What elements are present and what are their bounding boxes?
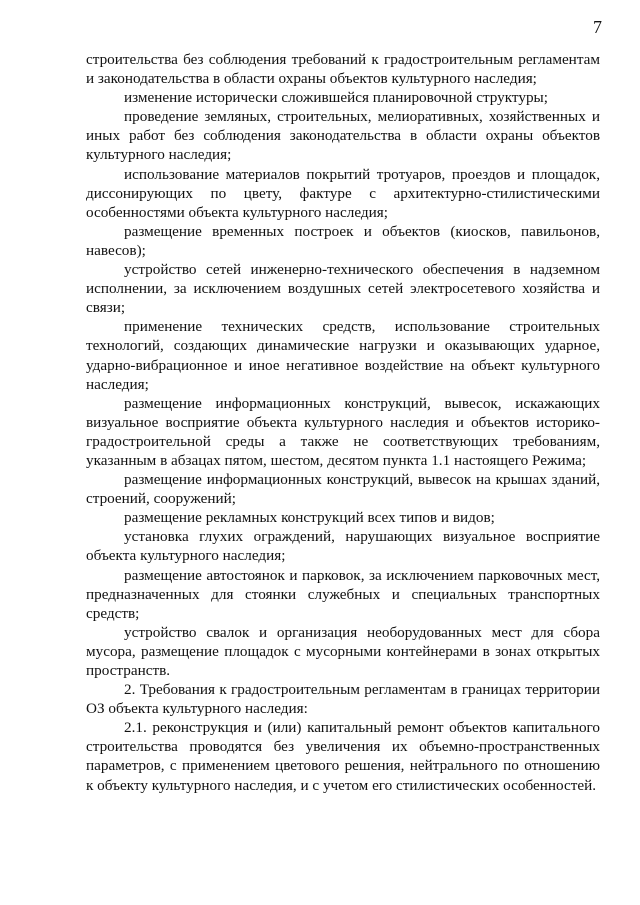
paragraph-earthworks: проведение земляных, строительных, мелиоративных, хозяйственных и иных работ без соблюдения законодательства в области охраны объектов культурного наследия; <box>86 108 600 164</box>
document-body <box>86 50 600 795</box>
paragraph-section-2-heading: 2. Требования к градостроительным регламентам в границах территории ОЗ объекта культурного наследия: <box>86 681 600 718</box>
paragraph-planning-structure: изменение исторически сложившейся планировочной структуры; <box>124 89 548 107</box>
paragraph-waste-dumps: устройство свалок и организация необорудованных мест для сбора мусора, размещение площадок с мусорными контейнерами в зонах открытых пространств. <box>86 623 600 679</box>
paragraph-section-2-1: 2.1. реконструкция и (или) капитальный ремонт объектов капитального строительства проводятся без увеличения их объемно-пространственных параметров, с применением цветового решения, нейтрального по отношению к объекту культурного наследия, и с учетом его стилистических особенностей. <box>86 719 600 794</box>
paragraph-rooftop-signs: размещение информационных конструкций, вывесок на крышах зданий, строений, сооружений; <box>86 471 600 508</box>
page-number: 7 <box>593 17 602 37</box>
paragraph-parking: размещение автостоянок и парковок, за исключением парковочных мест, предназначенных для стоянки служебных и специальных транспортных средств; <box>86 566 600 622</box>
paragraph-engineering-networks: устройство сетей инженерно-технического обеспечения в надземном исполнении, за исключением воздушных сетей электросетевого хозяйства и связи; <box>86 261 600 317</box>
paragraph-advertising: размещение рекламных конструкций всех типов и видов; <box>124 509 495 527</box>
paragraph-solid-fences: установка глухих ограждений, нарушающих визуальное восприятие объекта культурного наследия; <box>86 528 600 565</box>
paragraph-paving-materials: использование материалов покрытий тротуаров, проездов и площадок, диссонирующих по цвету, фактуре с архитектурно-стилистическими особенностями объекта культурного наследия; <box>86 165 600 221</box>
paragraph-information-structures: размещение информационных конструкций, вывесок, искажающих визуальное восприятие объекта культурного наследия и объектов историко-градостроительной среды а также не соответствующих требованиям, указанным в абзацах пятом, шестом, десятом пункта 1.1 настоящего Режима; <box>86 394 600 469</box>
paragraph-temporary-buildings: размещение временных построек и объектов (киосков, павильонов, навесов); <box>86 222 600 259</box>
paragraph-continued: строительства без соблюдения требований к градостроительным регламентам и законодательства в области охраны объектов культурного наследия; <box>86 51 600 88</box>
paragraph-technical-means: применение технических средств, использование строительных технологий, создающих динамические нагрузки и оказывающих ударное, ударно-вибрационное и иное негативное воздействие на объект культурного наследия; <box>86 318 600 393</box>
